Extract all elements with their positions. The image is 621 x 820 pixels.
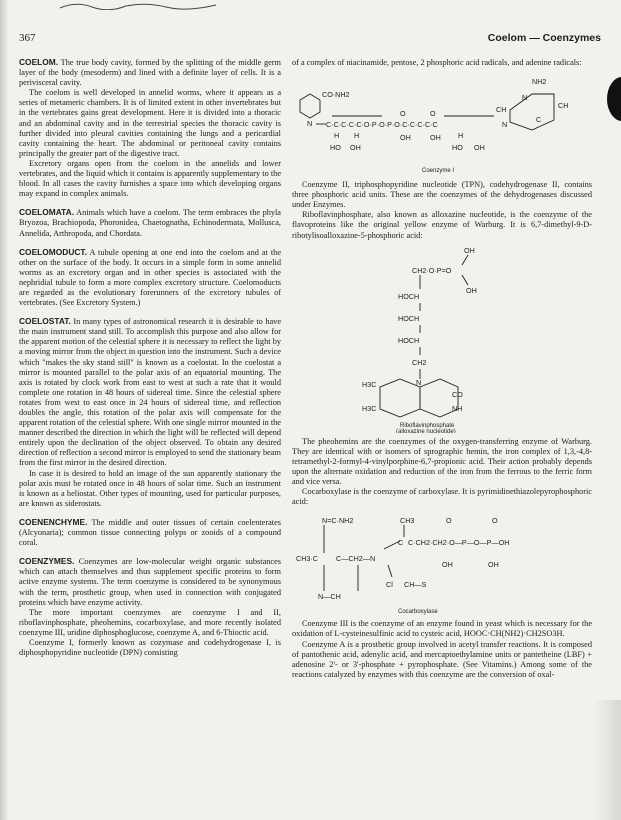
svg-text:OH: OH bbox=[400, 133, 411, 143]
entry-coelostat: COELOSTAT. In many types of astronomical research it is desirable to have the main instrument stand still. To accomplish this purpose and also allow for the apparent motion of the celestial sphere it is necessary to reflect the light by a moving mirror from the object in question into the instrument. Such a device which "makes the sky stand still" is known as a coelostat. In the coelostat a mirror is mounted parallel to the polar axis of an equatorial mounting. The axis is rotated by clock work from east to west at such a rate that it would complete one rotation in 48 hours of sidereal time. Since the celestial sphere rotates from west to east once in 24 hours of sidereal time, and reflection doubles the angle, this rotation of the polar axis will compensate for the apparent rotation of the celestial sphere. With one single mirror mounted in the manner described the direction in which the light will be reflected will depend entirely upon the declination of the object observed. To obtain any desired direction of reflection a second mirror is employed to send the stationary beam from the first mirror in the desired direction. In case it is desired to hold an image of the sun apparently stationary the polar axis must be rotated once in 48 hours of solar time. Such an instrument is known as a heliostat. Other types of mounting, used for particular purposes, are known as siderostats. bbox=[19, 316, 281, 508]
headword-coenenchyme: COENENCHYME. bbox=[19, 516, 88, 527]
svg-text:CH: CH bbox=[496, 105, 507, 115]
cocarboxylase-structure bbox=[292, 511, 592, 615]
svg-text:N—CH: N—CH bbox=[318, 592, 341, 602]
svg-text:C—CH2—N: C—CH2—N bbox=[336, 554, 376, 564]
svg-text:N: N bbox=[307, 119, 313, 129]
svg-text:O: O bbox=[430, 109, 436, 119]
svg-text:CH2: CH2 bbox=[412, 357, 427, 367]
svg-text:C: C bbox=[398, 538, 404, 548]
svg-text:HOCH: HOCH bbox=[398, 335, 420, 345]
svg-text:OH: OH bbox=[442, 560, 453, 570]
svg-text:OH: OH bbox=[474, 143, 485, 153]
svg-text:CH: CH bbox=[558, 101, 569, 111]
svg-text:H3C: H3C bbox=[362, 379, 377, 389]
page-header bbox=[19, 32, 601, 46]
paragraph-pheohemins: The pheohemins are the coenzymes of the oxygen-transferring enzyme of Warburg. They are identical with or isomers of sprographic hemin, the iron complex of 1,3,-4,8-tetramethyl-2-formyl-4-vinylporphine-6,7-propionic acid. Their action probably depends upon the alternate oxidation and reduction of the iron from the ferrous to the ferric form and vice versa. bbox=[292, 436, 592, 487]
right-column bbox=[292, 58, 592, 680]
svg-text:HO: HO bbox=[452, 143, 463, 153]
subcaption-riboflavinphosphate: (alloxazine nucleotide) bbox=[396, 428, 456, 433]
svg-text:O: O bbox=[446, 516, 452, 526]
figure-riboflavinphosphate bbox=[292, 245, 592, 433]
book-gutter-shadow bbox=[0, 0, 8, 820]
svg-text:OH: OH bbox=[350, 143, 361, 153]
top-handwriting bbox=[56, 0, 226, 10]
svg-text:OH: OH bbox=[488, 560, 499, 570]
svg-text:CH3·C: CH3·C bbox=[296, 554, 318, 564]
entry-coenzymes: COENZYMES. Coenzymes are low-molecular weight organic substances which can attach themselves and thus supplement specific proteins to form active enzyme systems. The term coenzyme is considered to be synonymous with the term, prosthetic group, when used in connection with conjugated proteins which have enzyme activity. The more important coenzymes are coenzyme I and II, riboflavinphosphate, pheohemins, cocarboxylase, and more recently isolated coenzyme III, uridine diphosphoglucose, coenzyme A, and 6-Thioctic acid. Coenzyme I, formerly known as cozymase and codehydrogenase I, is diphosphopyridine nucleotide (DPN) consisting bbox=[19, 556, 281, 658]
caption-riboflavinphosphate: Riboflavinphosphate bbox=[400, 422, 455, 429]
svg-text:N: N bbox=[522, 93, 528, 103]
headword-coelom: COELOM. bbox=[19, 57, 59, 67]
svg-text:H3C: H3C bbox=[362, 403, 377, 413]
figure-cocarboxylase bbox=[292, 511, 592, 615]
left-column bbox=[19, 57, 281, 666]
svg-text:O: O bbox=[492, 516, 498, 526]
headword-coenzymes: COENZYMES. bbox=[19, 556, 75, 567]
figure-coenzyme-i bbox=[292, 72, 592, 176]
svg-text:CO·NH2: CO·NH2 bbox=[322, 90, 350, 100]
svg-text:NH2: NH2 bbox=[532, 77, 547, 87]
svg-text:CO: CO bbox=[452, 389, 463, 399]
coenzyme-i-structure bbox=[292, 72, 592, 176]
entry-coenenchyme: COENENCHYME. The middle and outer tissues of certain coelenterates (Alcyonaria); common tissue connecting polyps or zooids of a compound coral. bbox=[19, 516, 281, 548]
paragraph-coenzyme-i-cont: of a complex of niacinamide, pentose, 2 phosphoric acid radicals, and adenine radicals: bbox=[292, 58, 582, 67]
svg-text:C: C bbox=[536, 115, 542, 125]
svg-text:N: N bbox=[502, 120, 508, 130]
thumb-index-tab bbox=[607, 77, 621, 121]
entry-coelomata: COELOMATA. Animals which have a coelom. The term embraces the phyla Bryozoa, Brachiopoda, Phoronidea, Chaetognatha, Echinodermata, Mollusca, Annelida, Arthropoda, and Chordata. bbox=[19, 207, 281, 238]
page-corner-shade bbox=[593, 700, 621, 820]
entry-coelomoduct: COELOMODUCT. A tubule opening at one end into the coelom and at the other on the surface of the body. It occurs in a simple form in some annelid worms as an excretory organ and in other species is associated with the nephridial tubule to form a more complex excretory structure. Coelomoducts are regarded as the evolutionary forerunners of the excretory tubules of vertebrates. (See Excretory System.) bbox=[19, 246, 281, 308]
svg-text:O: O bbox=[400, 109, 406, 119]
paragraph-riboflavinphosphate: Riboflavinphosphate, also known as alloxazine nucleotide, is the coenzyme of the flavoproteins like the original yellow enzyme of Warburg. It is 6,7-dimethyl-9-D-ribotylisoalloxazine-5-phosphoric acid: bbox=[292, 210, 592, 240]
headword-coelomata: COELOMATA. bbox=[19, 207, 75, 218]
svg-text:C·CH2·CH2·O—P—O—P—OH: C·CH2·CH2·O—P—O—P—OH bbox=[408, 538, 510, 548]
svg-text:CH—S: CH—S bbox=[404, 580, 427, 590]
svg-text:N=C·NH2: N=C·NH2 bbox=[322, 516, 354, 526]
headword-coelostat: COELOSTAT. bbox=[19, 316, 71, 327]
svg-text:C·C·C·C·C·O·P·O·P·O·C·C·C·C·C: C·C·C·C·C·O·P·O·P·O·C·C·C·C·C bbox=[326, 120, 438, 130]
caption-cocarboxylase: Cocarboxylase bbox=[398, 609, 438, 616]
paragraph-cocarboxylase: Cocarboxylase is the coenzyme of carboxylase. It is pyrimidinethiazolepyrophosphoric acid: bbox=[292, 487, 592, 507]
svg-text:Cl: Cl bbox=[386, 580, 393, 590]
svg-text:H: H bbox=[458, 131, 464, 141]
svg-text:HO: HO bbox=[330, 143, 341, 153]
caption-coenzyme-i: Coenzyme I bbox=[422, 168, 455, 175]
headword-coelomoduct: COELOMODUCT. bbox=[19, 246, 87, 257]
svg-text:N: N bbox=[416, 377, 422, 387]
page-number: 367 bbox=[19, 32, 36, 44]
svg-text:HOCH: HOCH bbox=[398, 291, 420, 301]
paragraph-coenzyme-ii: Coenzyme II, triphosphopyridine nucleotide (TPN), codehydrogenase II, contains three phosphoric acid units. These are the coenzymes of the dehydrogenases discussed under Enzymes. bbox=[292, 180, 592, 210]
svg-text:OH: OH bbox=[466, 285, 477, 295]
paragraph-coenzyme-iii: Coenzyme III is the coenzyme of an enzyme found in yeast which is necessary for the oxidation of L-cysteinesulfinic acid to cysteic acid, HOOC·CH(NH2)·CH2SO3H. bbox=[292, 619, 592, 639]
paragraph-coenzyme-a: Coenzyme A is a prosthetic group involved in acetyl transfer reactions. It is composed of pantothenic acid, adenylic acid, and mercaptoethylamine units or pantetheine (LBF) + adenosine 2'- or 3'-phosphate + pyrophosphate. (See Vitamins.) Among some of the reactions catalyzed by enzymes with this coenzyme are the conversion of oxal- bbox=[292, 639, 592, 679]
svg-text:H: H bbox=[334, 131, 340, 141]
entry-coelom: COELOM. The true body cavity, formed by the splitting of the middle germ layer of the body (mesoderm) and lined with a definite layer of cells. It is a perivisceral cavity. The coelom is well developed in annelid worms, where it appears as a series of metameric chambers. It is of limited extent in other invertebrates but in the vertebrates gains great development. Here it is divided into a thoracic and an abdominal cavity and in the terrestrial species the thoracic cavity is further divided into pleural cavities containing the lungs and a pericardial cavity containing the heart. The abdominal or peritoneal cavity contains principally the greater part of the digestive tract. Excretory organs open from the coelom in the annelids and lower vertebrates, and the liquid which it contains is apparently supplementary to the blood. In all cases the cavity furnishes a space into which developing organs may expand in complex animals. bbox=[19, 57, 281, 199]
svg-text:OH: OH bbox=[464, 245, 475, 255]
riboflavinphosphate-structure bbox=[292, 245, 592, 433]
svg-text:HOCH: HOCH bbox=[398, 313, 420, 323]
svg-text:NH: NH bbox=[452, 403, 463, 413]
svg-text:CH2·O·P=O: CH2·O·P=O bbox=[412, 265, 452, 275]
running-head: Coelom — Coenzymes bbox=[487, 32, 601, 44]
svg-text:CH3: CH3 bbox=[400, 516, 415, 526]
svg-text:H: H bbox=[354, 131, 360, 141]
svg-text:OH: OH bbox=[430, 133, 441, 143]
